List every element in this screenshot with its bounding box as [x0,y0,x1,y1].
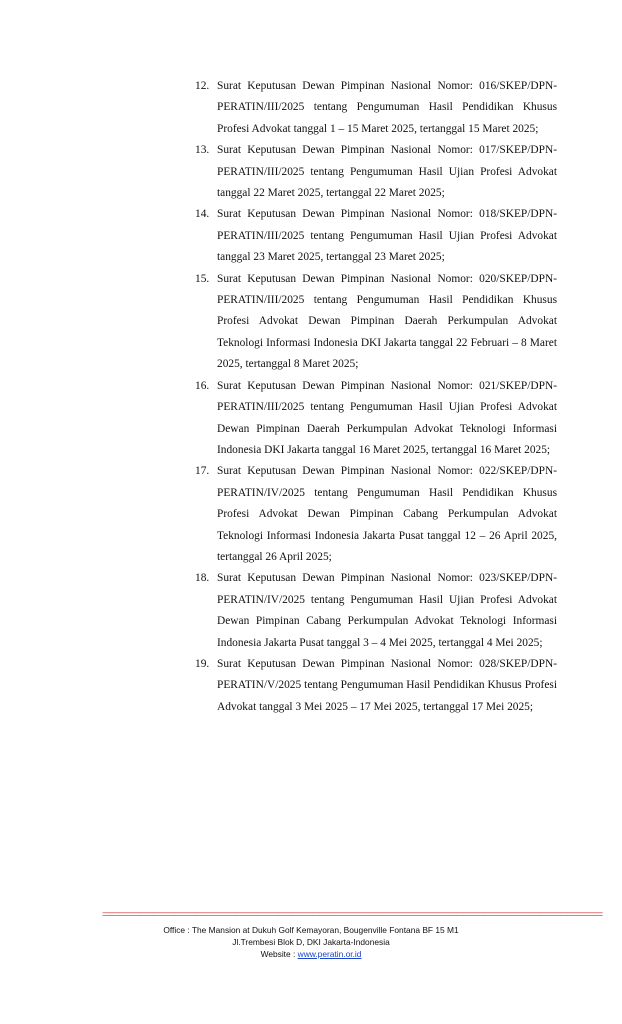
list-item-13 [195,140,557,204]
item-number: 16. [195,379,210,392]
website-label: Website : [260,949,298,959]
item-number: 13. [195,144,210,157]
office-address: Office : The Mansion at Dukuh Golf Kemayoran, Bougenville Fontana BF 15 M1 [163,925,459,935]
list-item-12 [195,76,557,140]
decree-list [195,76,557,718]
list-item-16 [195,376,557,462]
item-text: Surat Keputusan Dewan Pimpinan Nasional Nomor: 020/SKEP/DPN-PERATIN/III/2025 tentang Pengumuman Hasil Pendidikan Khusus Profesi Advokat Dewan Pimpinan Daerah Perkumpulan Advokat Teknologi Informasi Indonesia DKI Jakarta tanggal 22 Februari – 8 Maret 2025, tertanggal 8 Maret 2025; [217,272,557,371]
street-address: Jl.Trembesi Blok D, DKI Jakarta-Indonesia [232,937,390,947]
item-text: Surat Keputusan Dewan Pimpinan Nasional Nomor: 016/SKEP/DPN-PERATIN/III/2025 tentang Pengumuman Hasil Pendidikan Khusus Profesi Advokat tanggal 1 – 15 Maret 2025, tertanggal 15 Maret 2025; [217,80,557,135]
list-item-17 [195,461,557,568]
list-item-18 [195,568,557,654]
item-text: Surat Keputusan Dewan Pimpinan Nasional Nomor: 028/SKEP/DPN-PERATIN/V/2025 tentang Pengumuman Hasil Pendidikan Khusus Profesi Advokat tanggal 3 Mei 2025 – 17 Mei 2025, tertanggal 17 Mei 2025; [217,657,557,713]
item-text: Surat Keputusan Dewan Pimpinan Nasional Nomor: 017/SKEP/DPN-PERATIN/III/2025 tentang Pengumuman Hasil Ujian Profesi Advokat tanggal 22 Maret 2025, tertanggal 22 Maret 2025; [217,144,557,200]
website-link[interactable]: www.peratin.or.id [297,949,362,959]
item-number: 18. [195,572,210,585]
list-item-15 [195,269,557,376]
footer-divider: ======================================================================================================================= [102,910,602,920]
item-text: Surat Keputusan Dewan Pimpinan Nasional Nomor: 023/SKEP/DPN-PERATIN/IV/2025 tentang Pengumuman Hasil Ujian Profesi Advokat Dewan Pimpinan Cabang Perkumpulan Advokat Teknologi Informasi Indonesia Jakarta Pusat tanggal 3 – 4 Mei 2025, tertanggal 4 Mei 2025; [217,572,557,649]
item-number: 19. [195,657,210,670]
list-item-14 [195,204,557,268]
item-text: Surat Keputusan Dewan Pimpinan Nasional Nomor: 022/SKEP/DPN-PERATIN/IV/2025 tentang Pengumuman Hasil Pendidikan Khusus Profesi Advokat Dewan Pimpinan Cabang Perkumpulan Advokat Teknologi Informasi Indonesia Jakarta Pusat tanggal 12 – 26 April 2025, tertanggal 26 April 2025; [217,465,557,563]
item-number: 17. [195,465,210,478]
item-number: 15. [195,272,210,285]
item-number: 12. [195,80,210,92]
item-number: 14. [195,208,210,221]
website-line [0,949,622,960]
list-item-19 [195,654,557,718]
item-text: Surat Keputusan Dewan Pimpinan Nasional Nomor: 021/SKEP/DPN-PERATIN/III/2025 tentang Pengumuman Hasil Ujian Profesi Advokat Dewan Pimpinan Daerah Perkumpulan Advokat Teknologi Informasi Indonesia DKI Jakarta tanggal 16 Maret 2025, tertanggal 16 Maret 2025; [217,379,557,456]
item-text: Surat Keputusan Dewan Pimpinan Nasional Nomor: 018/SKEP/DPN-PERATIN/III/2025 tentang Pengumuman Hasil Ujian Profesi Advokat tanggal 23 Maret 2025, tertanggal 23 Maret 2025; [217,208,557,264]
